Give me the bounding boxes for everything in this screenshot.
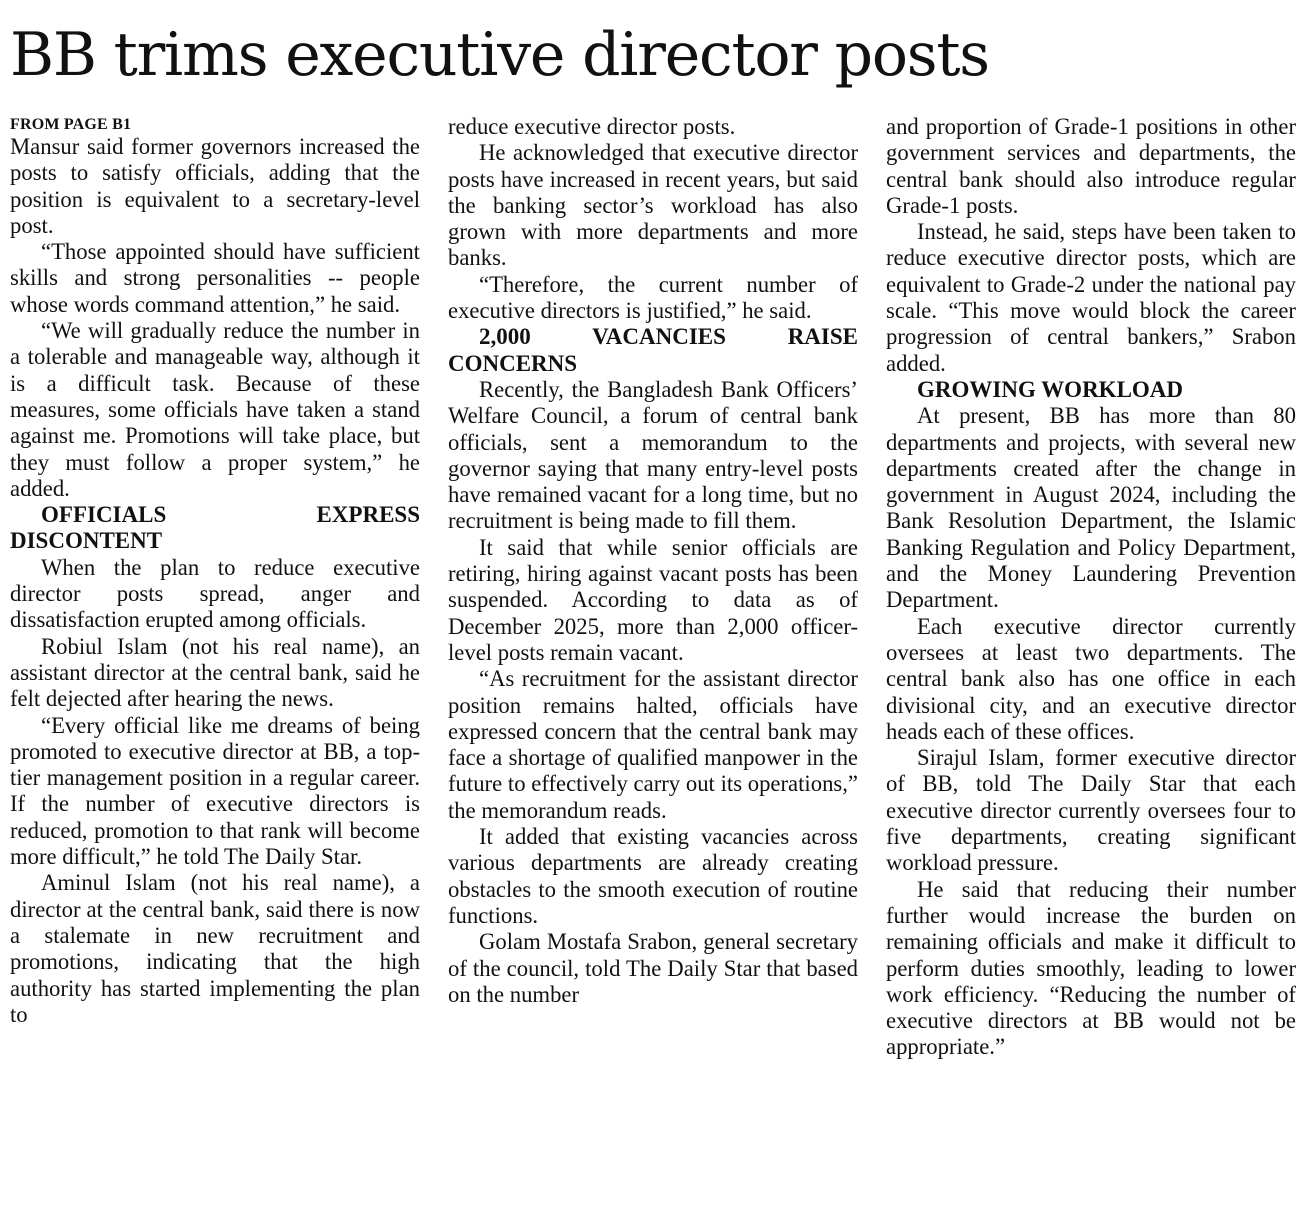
dateline: FROM PAGE B1 [10,116,132,133]
subheading: GROWING WORKLOAD [917,376,1184,402]
paragraph: Each executive director currently oversees at least two departments. The central bank also has one office in each divisional city, and an executive director heads each of these offices. [886,613,1296,744]
paragraph: Golam Mostafa Srabon, general secretary of the council, told The Daily Star that based on the number [448,929,858,1007]
paragraph: Sirajul Islam, former executive director of BB, told The Daily Star that each executive director currently oversees four to five departments, creating significant workload pressure. [886,745,1296,876]
subheading-line: CONCERNS [448,350,578,376]
paragraph: “Every official like me dreams of being promoted to executive director at BB, a top-tier management position in a regular career. If the number of executive directors is reduced, promotion to that rank will become more difficult,” he told The Daily Star. [10,712,420,870]
paragraph: and proportion of Grade-1 positions in other government services and departments, the central bank should also introduce regular Grade-1 posts. [886,114,1296,218]
paragraph: He said that reducing their number further would increase the burden on remaining officials and make it difficult to perform duties smoothly, leading to lower work efficiency. “Reducing the number of executive directors at BB would not be appropriate.” [886,876,1296,1060]
paragraph: Recently, the Bangladesh Bank Officers’ Welfare Council, a forum of central bank officials, sent a memorandum to the governor saying that many entry-level posts have remained vacant for a long time, but no recruitment is being made to fill them. [448,376,858,534]
paragraph: “As recruitment for the assistant director position remains halted, officials have expressed concern that the central bank may face a shortage of qualified manpower in the future to effectively carry out its operations,” the memorandum reads. [448,666,858,823]
paragraph: reduce executive director posts. [448,114,736,139]
article-column-1 [10,114,420,1028]
paragraph: “We will gradually reduce the number in a tolerable and manageable way, although it is a difficult task. Because of these measures, some officials have taken a stand against me. Promotions will take place, but they must follow a proper system,” he added. [10,318,420,501]
paragraph: Robiul Islam (not his real name), an assistant director at the central bank, said he felt dejected after hearing the news. [10,633,420,712]
article-column-3 [886,114,1296,1061]
paragraph: “Therefore, the current number of executive directors is justified,” he said. [448,271,858,324]
article-column-2 [448,114,858,1008]
paragraph: It added that existing vacancies across various departments are already creating obstacles to the smooth execution of routine functions. [448,824,858,928]
paragraph: Instead, he said, steps have been taken to reduce executive director posts, which are equivalent to Grade-2 under the national pay scale. “This move would block the career progression of central bankers,” Srabon added. [886,219,1296,376]
paragraph: At present, BB has more than 80 departments and projects, with several new departments created after the change in government in August 2024, including the Bank Resolution Department, the Islamic Banking Regulation and Policy Department, and the Money Laundering Prevention Department. [886,403,1296,613]
paragraph: He acknowledged that executive director posts have increased in recent years, but said the banking sector’s workload has also grown with more departments and more banks. [448,140,858,271]
subheading [448,324,858,377]
subheading-line: OFFICIALS EXPRESS [41,502,420,528]
subheading [10,502,420,555]
paragraph: It said that while senior officials are retiring, hiring against vacant posts has been suspended. According to data as of December 2025, more than 2,000 officer-level posts remain vacant. [448,534,858,665]
paragraph: Aminul Islam (not his real name), a director at the central bank, said there is now a stalemate in new recruitment and promotions, indicating that the high authority has started implementing the plan to [10,870,420,1027]
paragraph: Mansur said former governors increased the posts to satisfy officials, adding that the position is equivalent to a secretary-level post. [10,134,420,238]
subheading-line: DISCONTENT [10,528,163,554]
paragraph: When the plan to reduce executive director posts spread, anger and dissatisfaction erupted among officials. [10,554,420,633]
subheading-line: 2,000 VACANCIES RAISE [479,324,858,350]
paragraph: “Those appointed should have sufficient skills and strong personalities -- people whose words command attention,” he said. [10,239,420,317]
headline: BB trims executive director posts [10,20,989,90]
